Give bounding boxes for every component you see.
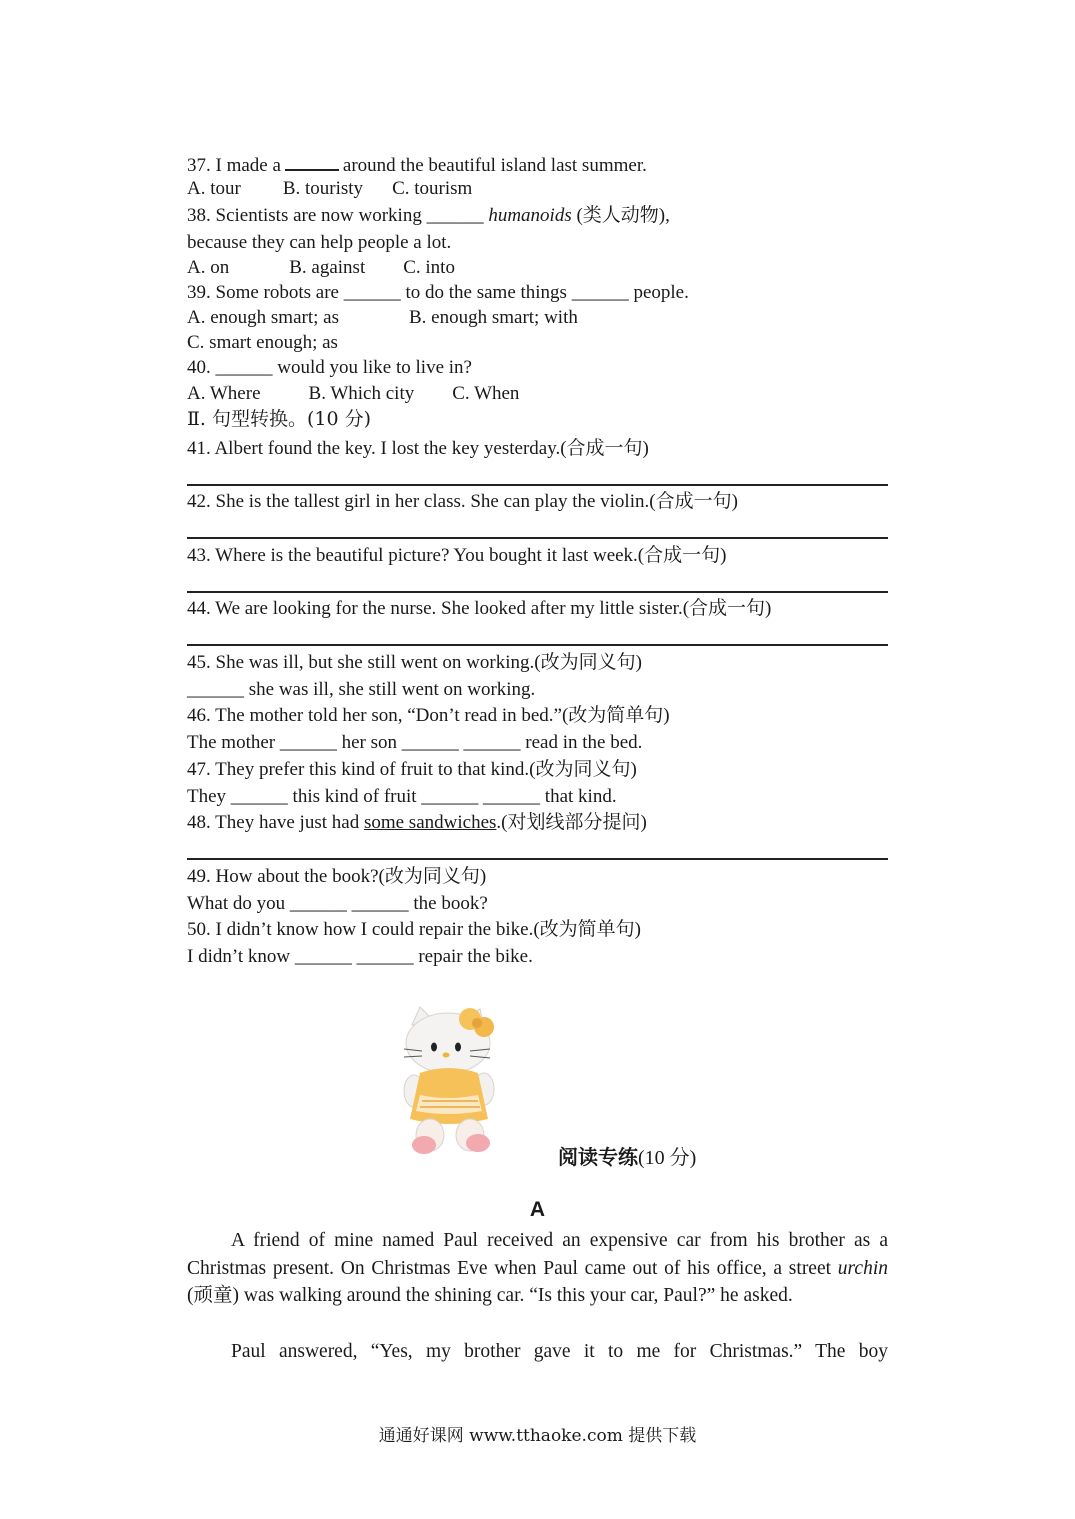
option-c: C. When: [452, 383, 520, 404]
option-b: B. enough smart; with: [408, 307, 578, 328]
question-50-fill: I didn’t know ______ ______ repair the bike.: [187, 946, 533, 967]
term-humanoids: humanoids: [488, 205, 572, 226]
question-38: 38. Scientists are now working ______ humanoids (类人动物),: [187, 205, 670, 226]
question-37-options: [187, 177, 472, 201]
question-49-fill: What do you ______ ______ the book?: [187, 893, 488, 914]
question-43: 43. Where is the beautiful picture? You bought it last week.(合成一句): [187, 545, 727, 566]
reading-section-title: 阅读专练(10 分): [558, 1145, 697, 1169]
option-a: A. tour: [187, 178, 241, 199]
question-47: 47. They prefer this kind of fruit to that kind.(改为同义句): [187, 759, 637, 780]
option-a: A. on: [187, 257, 230, 278]
term-urchin: urchin: [837, 1257, 888, 1279]
toy-cat-image: [398, 1005, 500, 1155]
question-37: 37. I made a around the beautiful island last summer.: [187, 152, 647, 178]
question-39-options: [187, 306, 578, 330]
question-47-fill: They ______ this kind of fruit ______ ______ that kind.: [187, 786, 617, 807]
answer-line: [187, 484, 888, 486]
option-b: B. against: [289, 257, 366, 278]
question-44: 44. We are looking for the nurse. She looked after my little sister.(合成一句): [187, 598, 772, 619]
option-c: C. into: [403, 257, 455, 278]
question-48: 48. They have just had some sandwiches.(对划线部分提问): [187, 812, 647, 833]
answer-line: [187, 591, 888, 593]
question-45-fill: ______ she was ill, she still went on working.: [187, 679, 536, 700]
question-46-fill: The mother ______ her son ______ ______ read in the bed.: [187, 732, 643, 753]
option-c: C. smart enough; as: [187, 332, 338, 353]
passage-paragraph-1: A friend of mine named Paul received an expensive car from his brother as a Christmas present. On Christmas Eve when Paul came out of his office, a street urchin (顽童) was walking around the shining car. “Is this your car, Paul?” he asked.: [187, 1230, 888, 1306]
question-45: 45. She was ill, but she still went on working.(改为同义句): [187, 652, 642, 673]
option-a: A. enough smart; as: [187, 307, 339, 328]
underlined-phrase: some sandwiches: [363, 812, 497, 833]
option-b: B. Which city: [308, 383, 415, 404]
question-40-options: [187, 382, 519, 406]
option-a: A. Where: [187, 383, 261, 404]
question-46: 46. The mother told her son, “Don’t read in bed.”(改为简单句): [187, 705, 670, 726]
question-39: 39. Some robots are ______ to do the same things ______ people.: [187, 282, 689, 303]
answer-line: [187, 858, 888, 860]
footer-credit: 通通好课网 www.tthaoke.com 提供下载: [378, 1426, 697, 1446]
question-38-options: [187, 256, 455, 280]
passage-heading: A: [529, 1198, 546, 1221]
question-38-line2: because they can help people a lot.: [187, 232, 452, 253]
question-42: 42. She is the tallest girl in her class. She can play the violin.(合成一句): [187, 491, 738, 512]
question-41: 41. Albert found the key. I lost the key yesterday.(合成一句): [187, 438, 649, 459]
option-c: C. tourism: [392, 178, 473, 199]
question-40: 40. ______ would you like to live in?: [187, 357, 472, 378]
blank: [285, 152, 339, 171]
question-49: 49. How about the book?(改为同义句): [187, 866, 487, 887]
passage-paragraph-2: Paul answered, “Yes, my brother gave it to me for Christmas.” The boy: [231, 1341, 888, 1362]
answer-line: [187, 537, 888, 539]
question-50: 50. I didn’t know how I could repair the bike.(改为简单句): [187, 919, 641, 940]
answer-line: [187, 644, 888, 646]
section-heading: Ⅱ. 句型转换。(10 分): [187, 408, 372, 430]
option-b: B. touristy: [282, 178, 364, 199]
